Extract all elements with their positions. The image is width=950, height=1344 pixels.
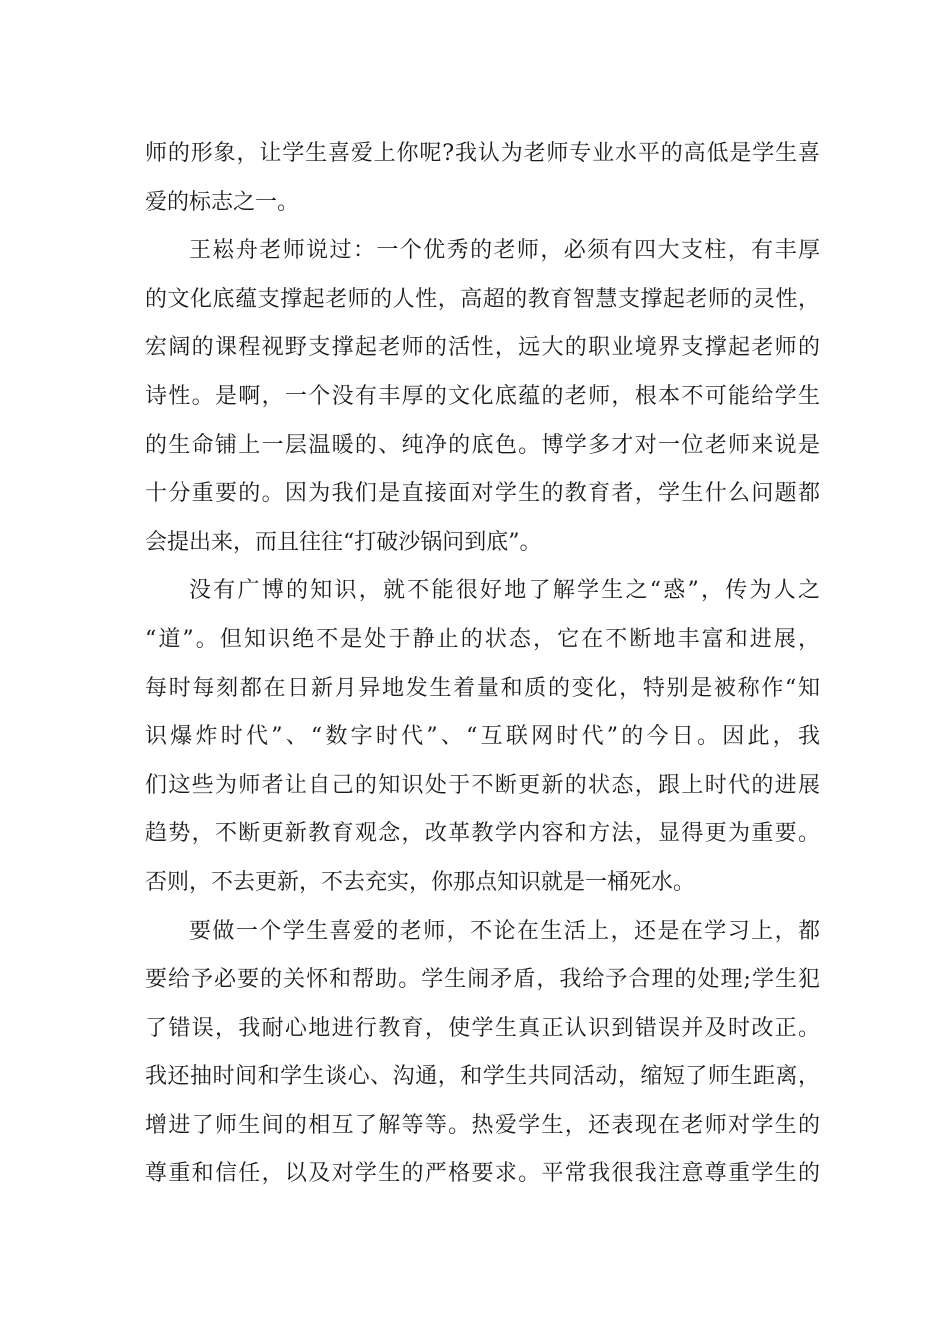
paragraph-start-line: 要做一个学生喜爱的老师，不论在生活上，还是在学习上，都 xyxy=(189,918,820,944)
text-line: 会提出来，而且往往“打破沙锅问到底”。 xyxy=(145,529,542,555)
text-line: 要给予必要的关怀和帮助。学生闹矛盾，我给予合理的处理;学生犯 xyxy=(145,967,820,993)
text-line: 们这些为师者让自己的知识处于不断更新的状态，跟上时代的进展 xyxy=(145,772,820,798)
text-line: 增进了师生间的相互了解等等。热爱学生，还表现在老师对学生的 xyxy=(145,1112,820,1138)
text-line: 的文化底蕴支撑起老师的人性，高超的教育智慧支撑起老师的灵性， xyxy=(145,286,820,312)
text-line: 识爆炸时代”、“数字时代”、“互联网时代”的今日。因此，我 xyxy=(145,724,820,750)
text-line: 师的形象，让学生喜爱上你呢?我认为老师专业水平的高低是学生喜 xyxy=(145,141,820,166)
text-line: “道”。但知识绝不是处于静止的状态，它在不断地丰富和进展， xyxy=(145,626,820,652)
text-line: 诗性。是啊，一个没有丰厚的文化底蕴的老师，根本不可能给学生 xyxy=(145,383,820,409)
body-text xyxy=(145,130,820,1199)
text-line: 宏阔的课程视野支撑起老师的活性，远大的职业境界支撑起老师的 xyxy=(145,335,820,361)
text-line: 的生命铺上一层温暖的、纯净的底色。博学多才对一位老师来说是 xyxy=(145,432,820,458)
text-line: 趋势，不断更新教育观念，改革教学内容和方法，显得更为重要。 xyxy=(145,821,820,847)
text-line: 每时每刻都在日新月异地发生着量和质的变化，特别是被称作“知 xyxy=(145,675,820,701)
text-line: 我还抽时间和学生谈心、沟通，和学生共同活动，缩短了师生距离， xyxy=(145,1064,820,1090)
text-line: 十分重要的。因为我们是直接面对学生的教育者，学生什么问题都 xyxy=(145,481,820,507)
paragraph-start-line: 王崧舟老师说过：一个优秀的老师，必须有四大支柱，有丰厚 xyxy=(189,238,820,264)
paragraph-start-line: 没有广博的知识，就不能很好地了解学生之“惑”，传为人之 xyxy=(189,578,820,604)
text-line: 爱的标志之一。 xyxy=(145,189,300,215)
text-line: 了错误，我耐心地进行教育，使学生真正认识到错误并及时改正。 xyxy=(145,1015,820,1041)
text-line: 尊重和信任，以及对学生的严格要求。平常我很我注意尊重学生的 xyxy=(145,1161,820,1187)
text-line: 否则，不去更新，不去充实，你那点知识就是一桶死水。 xyxy=(145,869,696,895)
